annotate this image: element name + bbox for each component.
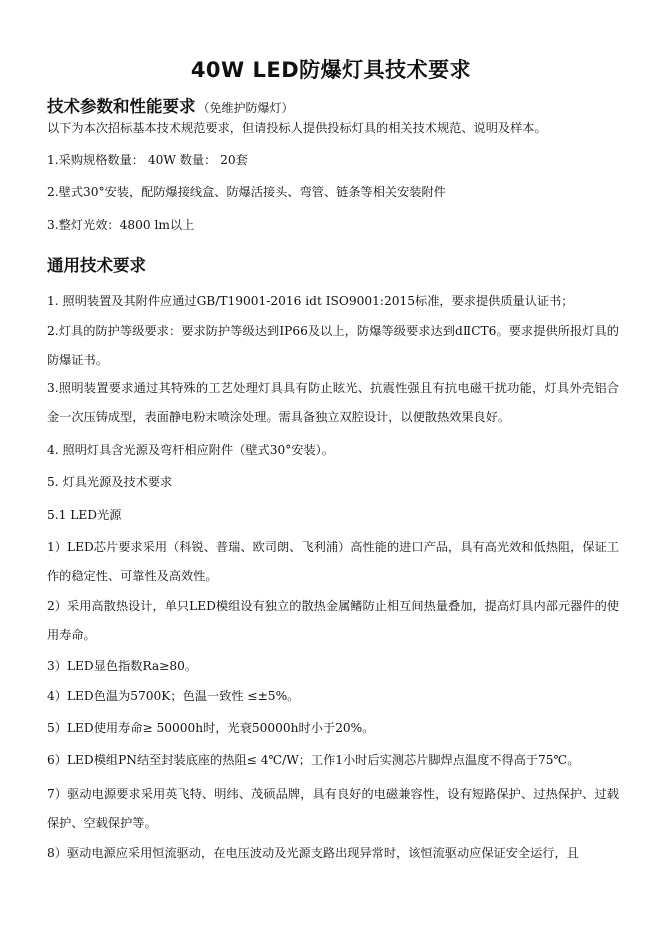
led-item-thermal-resistance: 6）LED模组PN结至封装底座的热阻≤ 4℃/W；工作1小时后实测芯片脚焊点温度不得高于75℃。 [47,753,580,767]
led-item-color-temperature: 4）LED色温为5700K；色温一致性 ≤±5%。 [47,689,300,703]
section-heading-note: （免维护防爆灯） [197,101,294,115]
section-heading-general-requirements: 通用技术要求 [47,256,146,275]
intro-paragraph: 以下为本次招标基本技术规范要求，但请投标人提供投标灯具的相关技术规范、说明及样本。 [47,121,547,135]
led-item-driver-brand: 7）驱动电源要求采用英飞特、明纬、茂硕品牌，具有良好的电磁兼容性，设有短路保护、过热保护、过载保护、空载保护等。 [47,787,619,830]
general-item-certification: 1. 照明装置及其附件应通过GB/T19001-2016 idt ISO9001:2015标准，要求提供质量认证书； [47,294,574,308]
general-item-light-source-heading: 5. 灯具光源及技术要求 [47,475,173,489]
led-item-constant-current: 8）驱动电源应采用恒流驱动，在电压波动及光源支路出现异常时，该恒流驱动应保证安全运行，且 [47,846,579,860]
document-title: 40W LED防爆灯具技术要求 [190,58,472,82]
led-item-color-rendering: 3）LED显色指数Ra≥80。 [47,659,198,673]
general-item-process-treatment: 3.照明装置要求通过其特殊的工艺处理灯具具有防止眩光、抗震性强且有抗电磁干扰功能，灯具外壳铝合金一次压铸成型，表面静电粉末喷涂处理。需具备独立双腔设计，以便散热效果良好。 [47,381,619,424]
param-item-installation: 2.壁式30°安装，配防爆接线盒、防爆活接头、弯管、链条等相关安装附件 [47,185,446,199]
led-item-chip: 1）LED芯片要求采用（科锐、普瑞、欧司朗、飞利浦）高性能的进口产品，具有高光效和低热阻，保证工作的稳定性、可靠性及高效性。 [47,540,619,583]
subsection-led-light-source: 5.1 LED光源 [47,508,122,522]
led-item-heat-dissipation: 2）采用高散热设计，单只LED模组设有独立的散热金属鳍防止相互间热量叠加，提高灯具内部元器件的使用寿命。 [47,599,619,642]
general-item-accessories: 4. 照明灯具含光源及弯杆相应附件（壁式30°安装）。 [47,443,334,457]
param-item-quantity: 1.采购规格数量： 40W 数量： 20套 [47,153,248,167]
led-item-lifetime: 5）LED使用寿命≥ 50000h时，光衰50000h时小于20%。 [47,721,375,735]
section-heading-text: 技术参数和性能要求 [47,97,196,116]
param-item-luminous-efficacy: 3.整灯光效：4800 lm以上 [47,218,195,232]
general-item-protection-grade: 2.灯具的防护等级要求：要求防护等级达到IP66及以上，防爆等级要求达到dⅡCT6。要求提供所报灯具的防爆证书。 [47,324,619,367]
